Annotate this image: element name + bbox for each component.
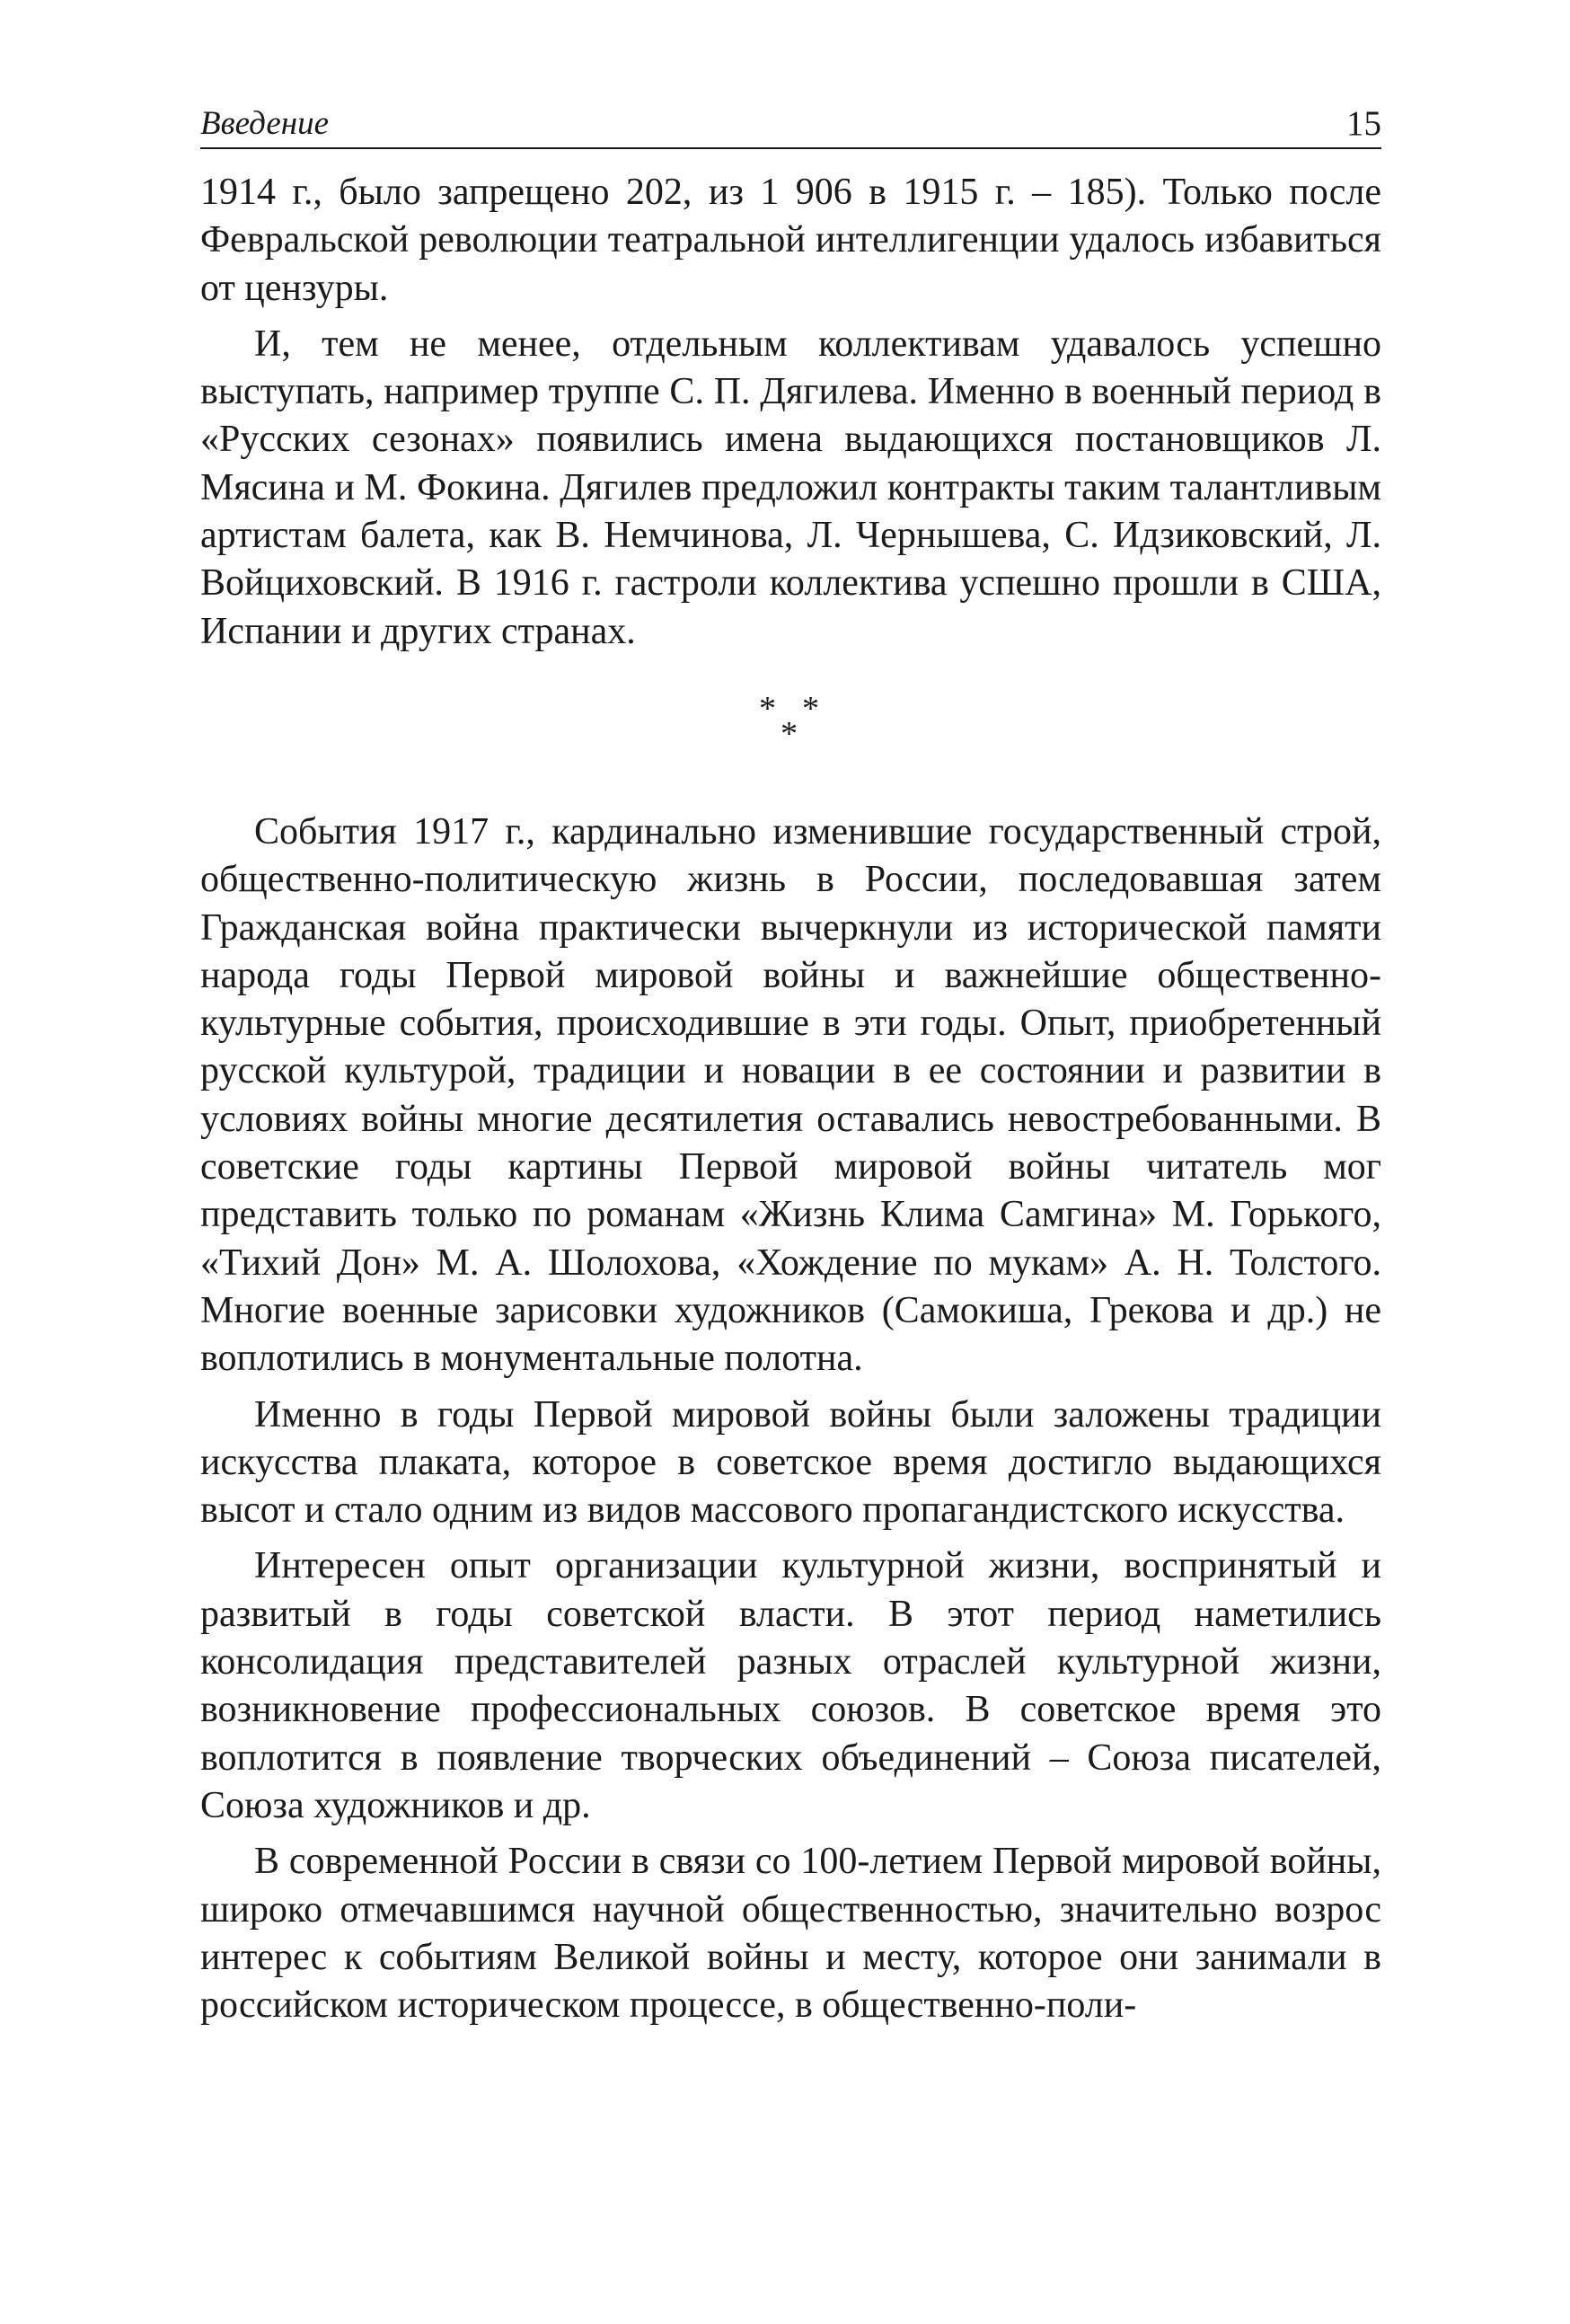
paragraph: В современной России в связи со 100-летием Первой мировой войны, широко отмечавшимся научной общественностью, значительно возрос интерес к событиям Великой войны и месту, которое они занимали в российском историческом процессе, в общественно-поли- (200, 1841, 1381, 2027)
paragraph-continued: 1914 г., было запрещено 202, из 1 906 в 1915 г. – 185). Только после Февральской революции театральной интеллигенции удалось избавиться от цензуры. (200, 172, 1381, 309)
paragraph: События 1917 г., кардинально изменившие государственный строй, общественно-политическую жизнь в России, последовавшая затем Гражданская война практически вычеркнули из исторической памяти народа годы Первой мировой войны и важнейшие общественно-культурные события, происходившие в эти годы. Опыт, приобретенный русской культурой, традиции и новации в ее состоянии и развитии в условиях войны многие десятилетия оставались невостребованными. В советские годы картины Первой мировой войны читатель мог представить только по романам «Жизнь Клима Самгина» М. Горького, «Тихий Дон» М. А. Шолохова, «Хождение по мукам» А. Н. Толстого. Многие военные зарисовки художников (Самокиша, Грекова и др.) не воплотились в монументальные полотна. (200, 810, 1381, 1380)
body-text (200, 169, 1381, 2029)
separator-asterisk: * (802, 689, 819, 728)
paragraph: Именно в годы Первой мировой войны были заложены традиции искусства плаката, которое в советское время достигло выдающихся высот и стало одним из видов массового пропагандистского искусства. (200, 1393, 1381, 1532)
page-number: 15 (1346, 104, 1381, 143)
paragraph: И, тем не менее, отдельным коллективам удавалось успешно выступать, например труппе С. П. Дягилева. Именно в военный период в «Русских сезонах» появились имена выдающихся постановщиков Л. Мясина и М. Фокина. Дягилев предложил контракты таким талантливым артистам балета, как В. Немчинова, Л. Чернышева, С. Идзиковский, Л. Войциховский. В 1916 г. гастроли коллектива успешно прошли в США, Испании и других странах. (200, 323, 1381, 652)
book-page (200, 99, 1381, 2037)
running-header (200, 99, 1381, 149)
separator-asterisk: * (759, 689, 776, 728)
section-separator (200, 676, 1381, 762)
chapter-title: Введение (200, 105, 330, 142)
paragraph: Интересен опыт организации культурной жизни, воспринятый и развитый в годы советской власти. В этот период наметились консолидация представителей разных отраслей культурной жизни, возникновение профессиональных союзов. В советское время это воплотится в появление творческих объединений – Союза писателей, Союза художников и др. (200, 1545, 1381, 1826)
separator-asterisk: * (781, 714, 798, 753)
